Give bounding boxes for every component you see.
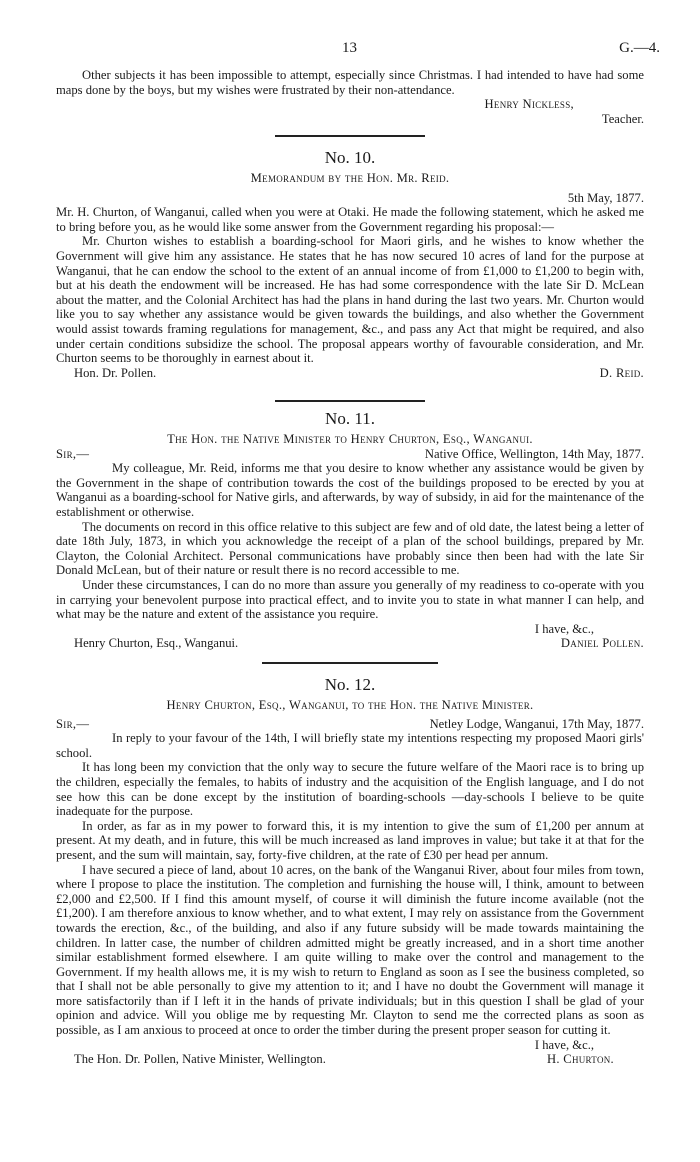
doc12-number: No. 12. [324, 675, 376, 694]
doc12-paragraph-3: In order, as far as in my power to forward this, it is my intention to give the sum of £1,200 per annum at present. At my death, and in future, this will be much increased as land improves in value; but take it at that for the present, and the sum will maintain, say, forty-five children, at the rate of £30 per head per annum. [56, 818, 644, 862]
doc12-closing: I have, &c., [534, 1037, 594, 1052]
doc10-number: No. 10. [324, 148, 376, 167]
doc11-place-date: Native Office, Wellington, 14th May, 1877. [424, 446, 644, 461]
doc10-addressee: Hon. Dr. Pollen. [74, 365, 157, 380]
doc12-paragraph-4: I have secured a piece of land, about 10 acres, on the bank of the Wanganui River, about four miles from town, where I propose to place the institution. The completion and furnishing the house will, I think, amount to between £2,000 and £2,500. If I find this amount myself, of course it will diminish the future income available (not the £1,200). I am therefore anxious to know whether, and to what extent, I may rely on assistance from the Government towards the erection, &c., of the building, and also if any future subsidy will be made towards maintaining the children. In latter case, the number of children admitted might be greatly increased, and in a short time another similar establishment formed elsewhere. I am quite willing to make over the control and management to the Government. If my health allows me, it is my wish to return to England as soon as I see the business completed, so that I shall not be able personally to give my attention to it; and I have no doubt the Government will manage it more satisfactorily than if I left it in the hands of private individuals; but in this question I shall be glad of your opinion and advice. Will you oblige me by requesting Mr. Clayton to send me the corrected plans as soon as possible, as I am anxious to proceed at once to order the timber during the present proper season for cutting it. [56, 862, 644, 1038]
doc12-heading: Henry Churton, Esq., Wanganui, to the Hon. the Native Minister. [166, 698, 534, 712]
doc10-section [56, 171, 644, 380]
doc12-salutation: Sir,— [56, 716, 90, 731]
doc11-signer: Daniel Pollen. [560, 636, 644, 651]
doc12-addressee: The Hon. Dr. Pollen, Native Minister, Wellington. [74, 1052, 326, 1067]
doc11-number: No. 11. [325, 409, 375, 428]
doc10-signer: D. Reid. [599, 365, 644, 380]
doc12-place-date: Netley Lodge, Wanganui, 17th May, 1877. [429, 716, 644, 731]
doc11-heading: The Hon. the Native Minister to Henry Churton, Esq., Wanganui. [167, 432, 533, 446]
page-number: 13 [342, 40, 357, 56]
doc11-salutation-row [56, 447, 644, 462]
doc12-signer: H. Churton. [546, 1052, 614, 1067]
doc11-salutation: Sir,— [56, 446, 90, 461]
doc10-date: 5th May, 1877. [567, 190, 644, 205]
doc12-signoff [56, 1052, 644, 1067]
intro-signer-title: Teacher. [601, 111, 644, 126]
doc12-paragraph-2: It has long been my conviction that the only way to secure the future welfare of the Maori race is to bring up the children, especially the females, to habits of industry and the acquisition of the English language, and I do not see how this can be done except by the institution of boarding-schools —day-schools I believe to be quite inadequate for the purpose. [56, 760, 644, 819]
doc11-section [56, 432, 644, 651]
doc11-closing: I have, &c., [534, 621, 594, 636]
doc11-paragraph-3: Under these circumstances, I can do no more than assure you generally of my readiness to co-operate with you in carrying your benevolent purpose into practical effect, and to invite you to state in what manner I can help, and what may be the nature and extent of the assistance you require. [56, 577, 644, 622]
section-divider [275, 135, 425, 137]
doc10-paragraph-2: Mr. Churton wishes to establish a boarding-school for Maori girls, and he wishes to know whether the Government will give him any assistance. He states that he has now secured 10 acres of land for the purpose at Wanganui, that he can endow the school to the extent of an annual income of from £1,000 to £1,200 to begin with, but at his death the endowment will be increased. He has had some correspondence with the late Sir D. McLean about the matter, and the Colonial Architect has had the plans in hand during the last two years. Mr. Churton would like you to say whether any assistance would be given towards the buildings, and also whether the Government would assist towards framing regulations for management, &c., and pass any Act that might be required, and also under certain conditions subsidize the school. The proposal appears worthy of favourable consideration, and Mr. Churton seems to be thoroughly in earnest about it. [56, 234, 644, 366]
doc11-addressee: Henry Churton, Esq., Wanganui. [74, 636, 239, 651]
intro-paragraph: Other subjects it has been impossible to attempt, especially since Christmas. I had intended to have had some maps done by the boys, but my wishes were frustrated by their non-attendance. [56, 68, 644, 97]
doc10-heading: Memorandum by the Hon. Mr. Reid. [250, 171, 450, 185]
intro-signer-name: Henry Nickless, [484, 97, 574, 112]
intro-section [56, 68, 644, 126]
doc12-section [56, 698, 644, 1067]
paper-reference: G.—4. [619, 40, 660, 56]
doc11-paragraph-2: The documents on record in this office relative to this subject are few and of old date, the latest being a letter of date 18th July, 1873, in which you acknowledge the receipt of a plan of the school buildings, prepared by Mr. Clayton, the Colonial Architect. Personal communications have probably since then been had with the late Sir Donald McLean, but of their nature or result there is no record accessible to me. [56, 519, 644, 578]
section-divider [275, 400, 425, 402]
doc10-signoff [56, 366, 644, 381]
doc12-salutation-row [56, 717, 644, 732]
doc11-paragraph-1: My colleague, Mr. Reid, informs me that you desire to know whether any assistance would be given by the Government in the shape of contribution towards the cost of the buildings proposed to be erected by you at Wanganui as a boarding-school for Native girls, and afterwards, by way of subsidy, in aid for the maintenance of the establishment or otherwise. [56, 461, 644, 519]
doc11-signoff [56, 636, 644, 651]
doc12-paragraph-1: In reply to your favour of the 14th, I will briefly state my intentions respecting my proposed Maori girls' school. [56, 731, 644, 760]
doc10-paragraph-1: Mr. H. Churton, of Wanganui, called when you were at Otaki. He made the following statement, which he asked me to bring before you, as he would like some answer from the Government regarding his proposal:— [56, 205, 644, 234]
section-divider [262, 662, 438, 664]
